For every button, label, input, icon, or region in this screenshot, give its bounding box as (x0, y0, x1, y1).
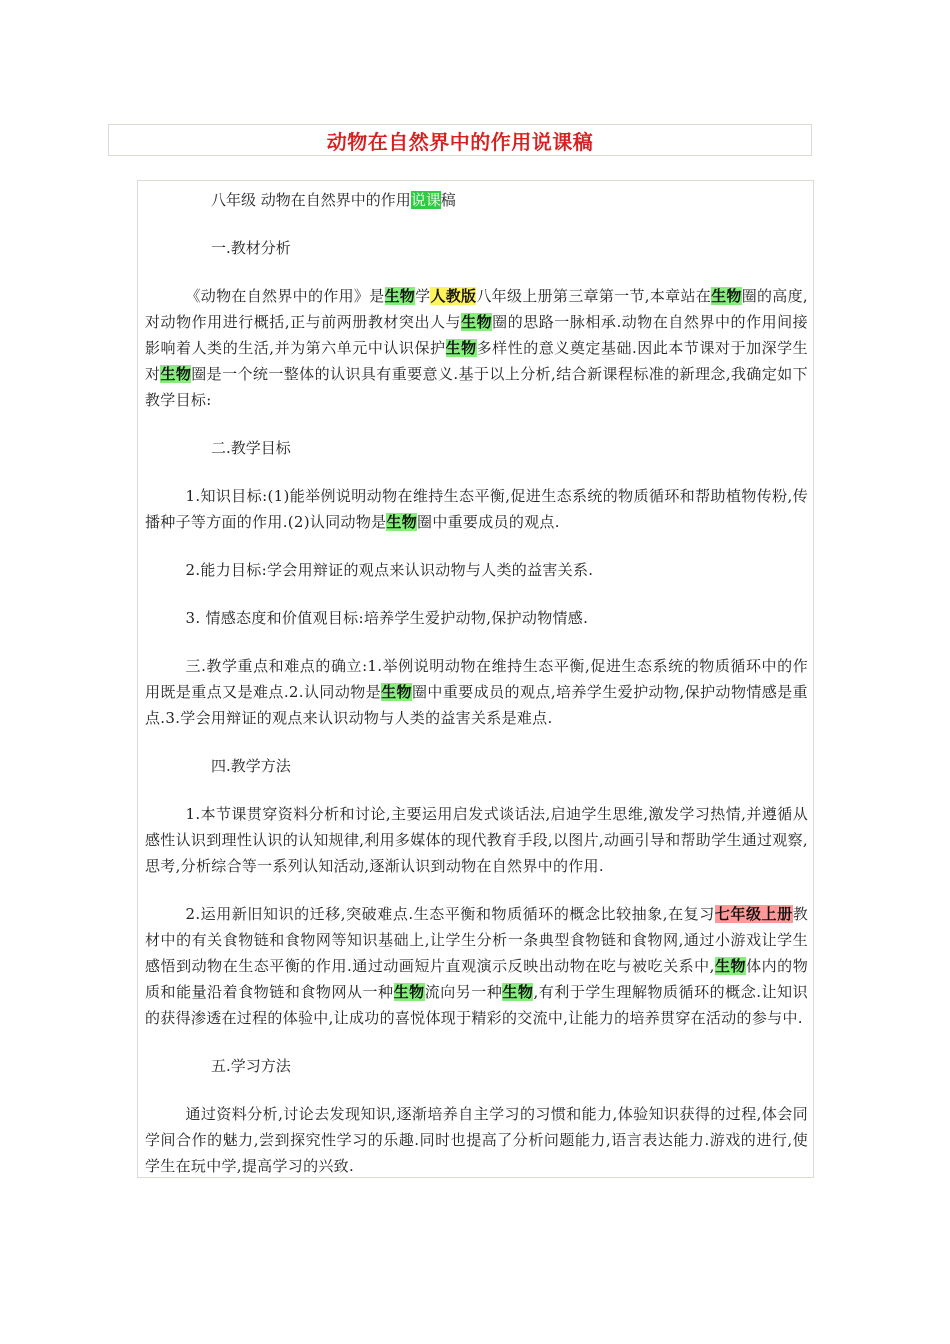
text-segment: 圈的高度,对动物作用进行概括,正与前两册教材突出人与 (145, 287, 808, 331)
body-paragraph (145, 483, 808, 535)
text-segment: 一.教材分析 (211, 239, 291, 257)
text-segment: 圈的思路一脉相承.动物在自然界中的作用间接影响着人类的生活,并为第六单元中认识保护 (145, 313, 808, 357)
title-box (108, 124, 812, 156)
body-paragraph (145, 605, 808, 631)
text-segment: 八年级 动物在自然界中的作用 (211, 191, 411, 209)
text-segment: 教材中的有关食物链和食物网等知识基础上,让学生分析一条典型食物链和食物网,通过小游戏让学生感悟到动物在生态平衡的作用.通过动画短片直观演示反映出动物在吃与被吃关系中, (145, 905, 808, 975)
text-segment: 3. 情感态度和价值观目标:培养学生爱护动物,保护动物情感. (185, 609, 589, 627)
highlighted-term: 生物 (386, 513, 418, 531)
highlighted-term: 人教版 (430, 287, 477, 305)
text-segment: 四.教学方法 (211, 757, 291, 775)
highlighted-term: 生物 (384, 287, 416, 305)
text-segment: 流向另一种 (424, 983, 503, 1001)
text-segment: 稿 (440, 191, 456, 209)
section-heading (145, 1053, 808, 1079)
content-box (137, 180, 814, 1178)
text-segment: 2.运用新旧知识的迁移,突破难点.生态平衡和物质循环的概念比较抽象,在复习 (185, 905, 715, 923)
text-segment: 通过资料分析,讨论去发现知识,逐渐培养自主学习的习惯和能力,体验知识获得的过程,体会同学间合作的魅力,尝到探究性学习的乐趣.同时也提高了分析问题能力,语言表达能力.游戏的进行,使学生在玩中学,提高学习的兴致. (145, 1105, 808, 1175)
body-paragraph (145, 801, 808, 879)
body-paragraph (145, 283, 808, 413)
text-segment: 五.学习方法 (211, 1057, 291, 1075)
body-paragraph (145, 1101, 808, 1179)
text-segment: 圈是一个统一整体的认识具有重要意义.基于以上分析,结合新课程标准的新理念,我确定如下教学目标: (145, 365, 808, 409)
text-segment: 1.本节课贯穿资料分析和讨论,主要运用启发式谈话法,启迪学生思维,激发学习热情,并遵循从感性认识到理性认识的认知规律,利用多媒体的现代教育手段,以图片,动画引导和帮助学生通过观察,思考,分析综合等一系列认知活动,逐渐认识到动物在自然界中的作用. (145, 805, 808, 875)
highlighted-term: 生物 (461, 313, 493, 331)
text-segment: 学 (415, 287, 431, 305)
body-paragraph (145, 901, 808, 1031)
section-heading (145, 187, 808, 213)
text-segment: 圈中重要成员的观点. (417, 513, 560, 531)
highlighted-term: 生物 (393, 983, 425, 1001)
highlighted-term: 生物 (381, 683, 412, 701)
highlighted-term: 生物 (711, 287, 742, 305)
text-segment: 三.教学重点和难点的确立:1.举例说明动物在维持生态平衡,促进生态系统的物质循环中的作用既是重点又是难点.2.认同动物是 (145, 657, 808, 701)
body-paragraph (145, 557, 808, 583)
section-heading (145, 235, 808, 261)
text-segment: 体内的物质和能量沿着食物链和食物网从一种 (145, 957, 808, 1001)
highlighted-term: 生物 (160, 365, 192, 383)
section-heading (145, 753, 808, 779)
text-segment: 八年级上册第三章第一节,本章站在 (476, 287, 712, 305)
text-segment: 2.能力目标:学会用辩证的观点来认识动物与人类的益害关系. (185, 561, 594, 579)
document-title: 动物在自然界中的作用说课稿 (326, 129, 594, 154)
highlighted-term: 说课 (410, 191, 441, 209)
section-heading (145, 435, 808, 461)
text-segment: 《动物在自然界中的作用》是 (185, 287, 385, 305)
text-segment: ,有利于学生理解物质循环的概念.让知识的获得渗透在过程的体验中,让成功的喜悦体现于精彩的交流中,让能力的培养贯穿在活动的参与中. (145, 983, 808, 1027)
text-segment: 二.教学目标 (211, 439, 291, 457)
highlighted-term: 生物 (714, 957, 747, 975)
text-segment: 1.知识目标:(1)能举例说明动物在维持生态平衡,促进生态系统的物质循环和帮助植物传粉,传播种子等方面的作用.(2)认同动物是 (145, 487, 808, 531)
body-paragraph (145, 653, 808, 731)
highlighted-term: 生物 (445, 339, 477, 357)
highlighted-term: 生物 (502, 983, 534, 1001)
text-segment: 多样性的意义奠定基础.因此本节课对于加深学生对 (145, 339, 808, 383)
text-segment: 圈中重要成员的观点,培养学生爱护动物,保护动物情感是重点.3.学会用辩证的观点来认识动物与人类的益害关系是难点. (145, 683, 808, 727)
highlighted-term: 七年级上册 (714, 905, 793, 923)
